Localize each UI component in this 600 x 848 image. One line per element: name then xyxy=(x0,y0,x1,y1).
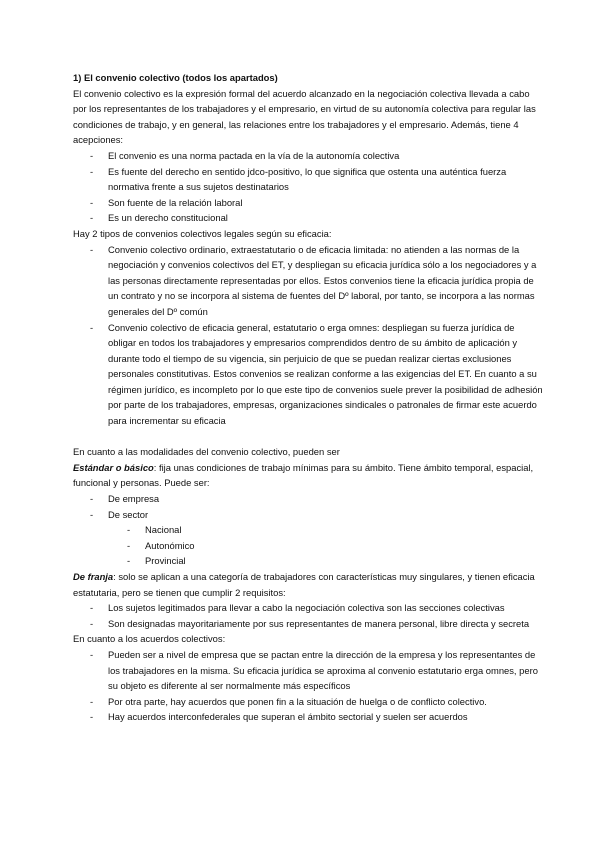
list-item: - Hay acuerdos interconfederales que superan el ámbito sectorial y suelen ser acuerdos xyxy=(73,709,543,725)
list-item: - Autonómico xyxy=(73,538,543,554)
list-item: - Pueden ser a nivel de empresa que se pactan entre la dirección de la empresa y los representantes de los trabajadores en la misma. Su eficacia jurídica se aproxima al convenio estatutario erga omnes, pero su objeto es diferente al ser normalmente más específicos xyxy=(73,647,543,694)
estandar-paragraph xyxy=(73,460,543,491)
list-item: - De sector xyxy=(73,507,543,523)
acuerdos-intro: En cuanto a los acuerdos colectivos: xyxy=(73,633,226,645)
section-heading xyxy=(73,70,543,86)
acuerdos-list xyxy=(73,647,543,725)
tipos-intro: Hay 2 tipos de convenios colectivos legales según su eficacia: xyxy=(73,227,332,239)
list-item: - Los sujetos legitimados para llevar a cabo la negociación colectiva son las secciones colectivas xyxy=(73,600,543,616)
franja-label: De franja xyxy=(73,571,114,582)
modalidades-intro: En cuanto a las modalidades del convenio colectivo, pueden ser xyxy=(73,446,340,458)
list-item: - Nacional xyxy=(73,522,543,538)
list-item: - Es fuente del derecho en sentido jdco-positivo, lo que significa que ostenta una auténtica fuerza normativa frente a sus sujetos destinatarios xyxy=(73,164,543,195)
list-item: - De empresa xyxy=(73,491,543,507)
tipos-list xyxy=(73,242,543,429)
franja-list xyxy=(73,600,543,631)
list-item: - Es un derecho constitucional xyxy=(73,210,543,226)
spacer xyxy=(73,429,543,445)
list-item: - Por otra parte, hay acuerdos que ponen fin a la situación de huelga o de conflicto colectivo. xyxy=(73,694,543,710)
estandar-text: : fija unas condiciones de trabajo mínimas para su ámbito. Tiene ámbito temporal, espacial, funcional y personas. Puede ser: xyxy=(73,461,534,489)
sector-sublist xyxy=(73,522,543,569)
franja-paragraph xyxy=(73,569,543,600)
list-item: - Convenio colectivo de eficacia general, estatutario o erga omnes: despliegan su fuerza jurídica de obligar en todos los trabajadores y empresarios comprendidos dentro de su ámbito de aplicación y durante todo el tiempo de su vigencia, sin perjuicio de que se puedan realizar ciertas exclusiones personales constitutivas. Estos convenios se realizan conforme a las exigencias del ET. En cuanto a su régimen jurídico, es incompleto por lo que este tipo de convenios suele prever la posibilidad de adhesión por parte de los trabajadores, empresas, organizaciones sindicales o patronales de firmar este acuerdo para incrementar su eficacia xyxy=(73,320,543,429)
acepciones-list xyxy=(73,148,543,226)
list-item: - Convenio colectivo ordinario, extraestatutario o de eficacia limitada: no atienden a las normas de la negociación y convenios colectivos del ET, y despliegan su eficacia jurídica sólo a los negociadores y a las personas directamente representadas por ellos. Estos convenios tiene la eficacia jurídica propia de un contrato y no se incorpora al sistema de fuentes del Dº laboral, por tanto, se incorpora a las normas generales del Dº común xyxy=(73,242,543,320)
estandar-label: Estándar o básico xyxy=(73,461,154,473)
franja-text: : solo se aplican a una categoría de trabajadores con características muy singulares, y tienen eficacia estatutaria, pero se tienen que cumplir 2 requisitos: xyxy=(73,571,535,598)
document-page xyxy=(73,70,543,725)
estandar-list xyxy=(73,491,543,522)
intro-paragraph: El convenio colectivo es la expresión formal del acuerdo alcanzado en la negociación colectiva llevada a cabo por los representantes de los trabajadores y el empresario, en virtud de su autonomía colectiva para regular las condiciones de trabajo, y en general, las relaciones entre los trabajadores y el empresario. Además, tiene 4 acepciones: xyxy=(73,87,536,146)
section-number: 1) xyxy=(73,72,82,83)
list-item: - Son designadas mayoritariamente por sus representantes de manera personal, libre directa y secreta xyxy=(73,616,543,632)
list-item: - Provincial xyxy=(73,553,543,569)
list-item: - Son fuente de la relación laboral xyxy=(73,195,543,211)
section-title: El convenio colectivo (todos los apartados) xyxy=(83,72,278,83)
list-item: - El convenio es una norma pactada en la vía de la autonomía colectiva xyxy=(73,148,543,164)
